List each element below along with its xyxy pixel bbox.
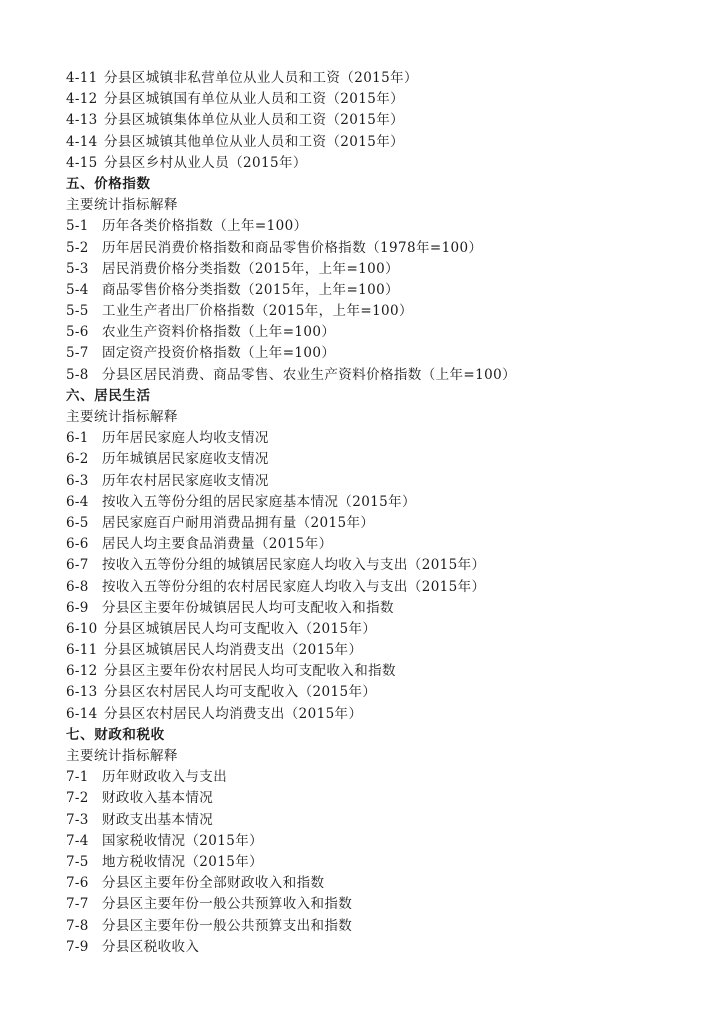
indicator-explanation-link: 主要统计指标解释 (66, 409, 178, 425)
toc-entry (66, 598, 706, 619)
toc-entry-title: 分县区居民消费、商品零售、农业生产资料价格指数（上年=100） (102, 366, 516, 383)
toc-entry (66, 577, 706, 598)
toc-entry-number: 7-4 (66, 832, 89, 849)
toc-entry-title: 分县区主要年份城镇居民人均可支配收入和指数 (102, 599, 394, 616)
toc-entry-title: 农业生产资料价格指数（上年=100） (102, 324, 336, 341)
toc-entry (66, 216, 706, 237)
toc-entry (66, 619, 706, 640)
toc-entry (66, 810, 706, 831)
toc-entry-title: 分县区城镇居民人均可支配收入（2015年） (104, 620, 377, 637)
toc-entry (66, 89, 706, 110)
toc-entry (66, 280, 706, 301)
toc-entry (66, 238, 706, 259)
toc-entry-title: 按收入五等份分组的城镇居民家庭人均收入与支出（2015年） (102, 557, 486, 574)
toc-entry-number: 5-7 (66, 345, 89, 362)
toc-entry (66, 852, 706, 873)
toc-entry (66, 682, 706, 703)
toc-entry-number: 6-7 (66, 557, 89, 574)
toc-entry-title: 工业生产者出厂价格指数（2015年，上年=100） (102, 303, 413, 320)
toc-entry (66, 471, 706, 492)
toc-entry-title: 分县区城镇集体单位从业人员和工资（2015年） (104, 112, 405, 129)
toc-entry (66, 259, 706, 280)
toc-entry-number: 6-2 (66, 451, 89, 468)
toc-entry (66, 68, 706, 89)
indicator-explanation-link: 主要统计指标解释 (66, 748, 178, 764)
toc-entry-number: 4-11 (66, 70, 98, 86)
toc-entry (66, 153, 706, 174)
toc-entry (66, 767, 706, 788)
toc-entry-number: 4-13 (66, 112, 98, 129)
toc-entry (66, 513, 706, 534)
toc-entry-title: 历年农村居民家庭收支情况 (102, 472, 269, 489)
toc-entry-number: 6-13 (66, 684, 98, 701)
toc-entry-title: 历年居民家庭人均收支情况 (102, 430, 269, 447)
toc-entry (66, 301, 706, 322)
toc-entry-title: 分县区城镇居民人均消费支出（2015年） (104, 642, 363, 659)
toc-entry (66, 916, 706, 937)
toc-entry (66, 894, 706, 915)
toc-entry-number: 6-11 (66, 642, 98, 659)
toc-entry-title: 居民消费价格分类指数（2015年，上年=100） (102, 260, 400, 277)
toc-entry-number: 7-5 (66, 853, 89, 870)
toc-entry-title: 分县区农村居民人均消费支出（2015年） (104, 705, 363, 722)
toc-entry-number: 6-1 (66, 430, 89, 447)
toc-entry-title: 按收入五等份分组的农村居民家庭人均收入与支出（2015年） (102, 578, 486, 595)
toc-entry-title: 历年城镇居民家庭收支情况 (102, 451, 269, 468)
toc-entry-number: 7-2 (66, 790, 89, 807)
toc-entry-title: 分县区主要年份一般公共预算收入和指数 (102, 896, 353, 913)
toc-entry (66, 534, 706, 555)
section-heading: 五、价格指数 (66, 175, 151, 192)
toc-entry (66, 132, 706, 153)
toc-entry-number: 7-3 (66, 811, 89, 828)
toc-entry-title: 商品零售价格分类指数（2015年，上年=100） (102, 281, 400, 298)
toc-entry-number: 7-8 (66, 917, 89, 934)
toc-entry-number: 5-8 (66, 366, 89, 383)
indicator-explanation-link: 主要统计指标解释 (66, 197, 178, 214)
toc-entry-title: 分县区城镇其他单位从业人员和工资（2015年） (104, 133, 405, 150)
toc-entry-title: 按收入五等份分组的居民家庭基本情况（2015年） (102, 493, 416, 510)
toc-entry-number: 6-12 (66, 663, 98, 680)
toc-entry-title: 居民人均主要食品消费量（2015年） (102, 536, 333, 553)
toc-entry-number: 7-9 (66, 938, 89, 955)
toc-entry (66, 492, 706, 513)
toc-entry (66, 343, 706, 364)
toc-entry-title: 分县区乡村从业人员（2015年） (104, 154, 307, 171)
toc-entry-title: 分县区主要年份一般公共预算支出和指数 (102, 917, 353, 934)
toc-entry-title: 分县区税收收入 (102, 938, 200, 955)
toc-entry-number: 5-3 (66, 260, 89, 277)
toc-entry-title: 国家税收情况（2015年） (102, 832, 264, 849)
toc-entry-title: 居民家庭百户耐用消费品拥有量（2015年） (102, 514, 375, 531)
toc-entry-number: 6-3 (66, 472, 89, 489)
toc-entry-title: 财政支出基本情况 (102, 811, 214, 828)
toc-entry (66, 365, 706, 386)
toc-entry-number: 7-1 (66, 769, 89, 786)
toc-entry-title: 分县区农村居民人均可支配收入（2015年） (104, 684, 377, 701)
toc-entry-number: 4-12 (66, 91, 98, 108)
toc-entry-number: 6-14 (66, 705, 98, 722)
toc-entry (66, 428, 706, 449)
toc-entry-title: 历年财政收入与支出 (102, 769, 228, 786)
toc-entry-number: 5-4 (66, 281, 89, 298)
toc-entry (66, 937, 706, 958)
toc-entry (66, 704, 706, 725)
toc-entry-number: 6-10 (66, 620, 98, 637)
table-of-contents (66, 68, 706, 958)
toc-entry (66, 555, 706, 576)
toc-entry-number: 7-7 (66, 896, 89, 913)
toc-entry-number: 6-5 (66, 514, 89, 531)
section-heading: 六、居民生活 (66, 387, 151, 404)
toc-entry-number: 4-15 (66, 154, 98, 171)
toc-entry-number: 6-4 (66, 493, 89, 510)
toc-entry-title: 分县区主要年份全部财政收入和指数 (102, 875, 325, 892)
toc-entry-title: 分县区城镇国有单位从业人员和工资（2015年） (104, 91, 405, 108)
toc-entry-number: 5-1 (66, 218, 89, 235)
toc-entry-number: 4-14 (66, 133, 98, 150)
toc-entry-title: 固定资产投资价格指数（上年=100） (102, 345, 336, 362)
toc-entry-number: 6-6 (66, 536, 89, 553)
toc-entry (66, 873, 706, 894)
toc-entry-number: 5-6 (66, 324, 89, 341)
toc-entry (66, 640, 706, 661)
toc-entry-title: 分县区主要年份农村居民人均可支配收入和指数 (104, 663, 396, 680)
toc-entry (66, 788, 706, 809)
toc-entry (66, 449, 706, 470)
toc-entry-title: 历年居民消费价格指数和商品零售价格指数（1978年=100） (102, 239, 483, 256)
toc-entry-title: 财政收入基本情况 (102, 790, 214, 807)
toc-entry-number: 6-8 (66, 578, 89, 595)
toc-entry-title: 历年各类价格指数（上年=100） (102, 218, 308, 235)
toc-entry-number: 5-2 (66, 239, 89, 256)
toc-entry (66, 661, 706, 682)
toc-entry-number: 5-5 (66, 303, 89, 320)
toc-entry-number: 6-9 (66, 599, 89, 616)
toc-entry-title: 分县区城镇非私营单位从业人员和工资（2015年） (104, 70, 418, 86)
toc-entry (66, 110, 706, 131)
toc-entry (66, 322, 706, 343)
toc-entry-title: 地方税收情况（2015年） (102, 853, 264, 870)
toc-entry-number: 7-6 (66, 875, 89, 892)
section-heading: 七、财政和税收 (66, 726, 165, 743)
toc-entry (66, 831, 706, 852)
